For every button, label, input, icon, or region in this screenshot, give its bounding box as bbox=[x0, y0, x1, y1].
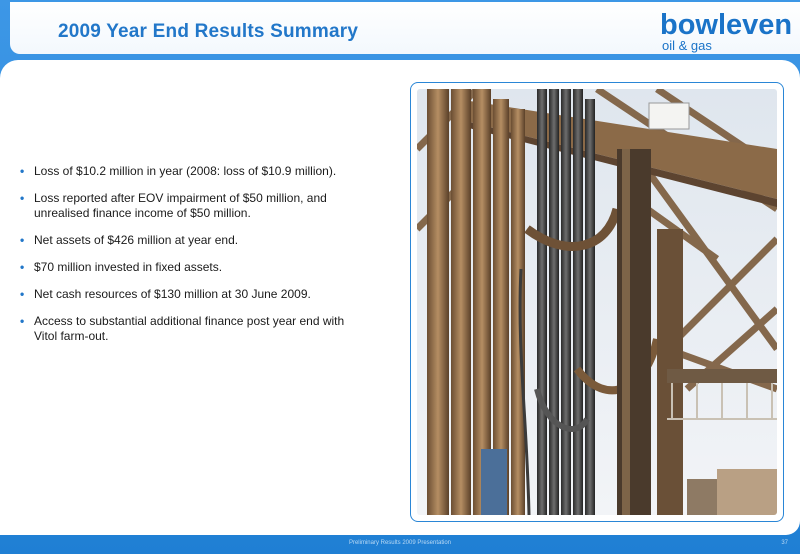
bullet-list bbox=[20, 164, 360, 356]
logo-word: bowleven bbox=[660, 9, 793, 41]
bullet-item: • Loss reported after EOV impairment of $50 million, and unrealised finance income of $50 million. bbox=[20, 191, 360, 221]
photo-frame bbox=[410, 82, 784, 522]
content-panel bbox=[0, 60, 800, 535]
logo-graphic bbox=[658, 6, 800, 54]
drilling-rig-photo bbox=[417, 89, 777, 515]
bullet-item: • Net assets of $426 million at year end. bbox=[20, 233, 360, 248]
logo-sub: oil & gas bbox=[662, 38, 712, 53]
drilling-rig-illustration bbox=[417, 89, 777, 515]
page-title: 2009 Year End Results Summary bbox=[58, 21, 359, 42]
page-number: 37 bbox=[781, 540, 788, 546]
footer-text: Preliminary Results 2009 Presentation bbox=[348, 540, 452, 546]
bullet-item: • $70 million invested in fixed assets. bbox=[20, 260, 360, 275]
header-bar bbox=[10, 2, 800, 54]
bowleven-logo bbox=[658, 6, 800, 54]
bullet-item: • Loss of $10.2 million in year (2008: loss of $10.9 million). bbox=[20, 164, 360, 179]
bullet-item: • Access to substantial additional finance post year end with Vitol farm-out. bbox=[20, 314, 360, 344]
bullet-item: • Net cash resources of $130 million at 30 June 2009. bbox=[20, 287, 360, 302]
